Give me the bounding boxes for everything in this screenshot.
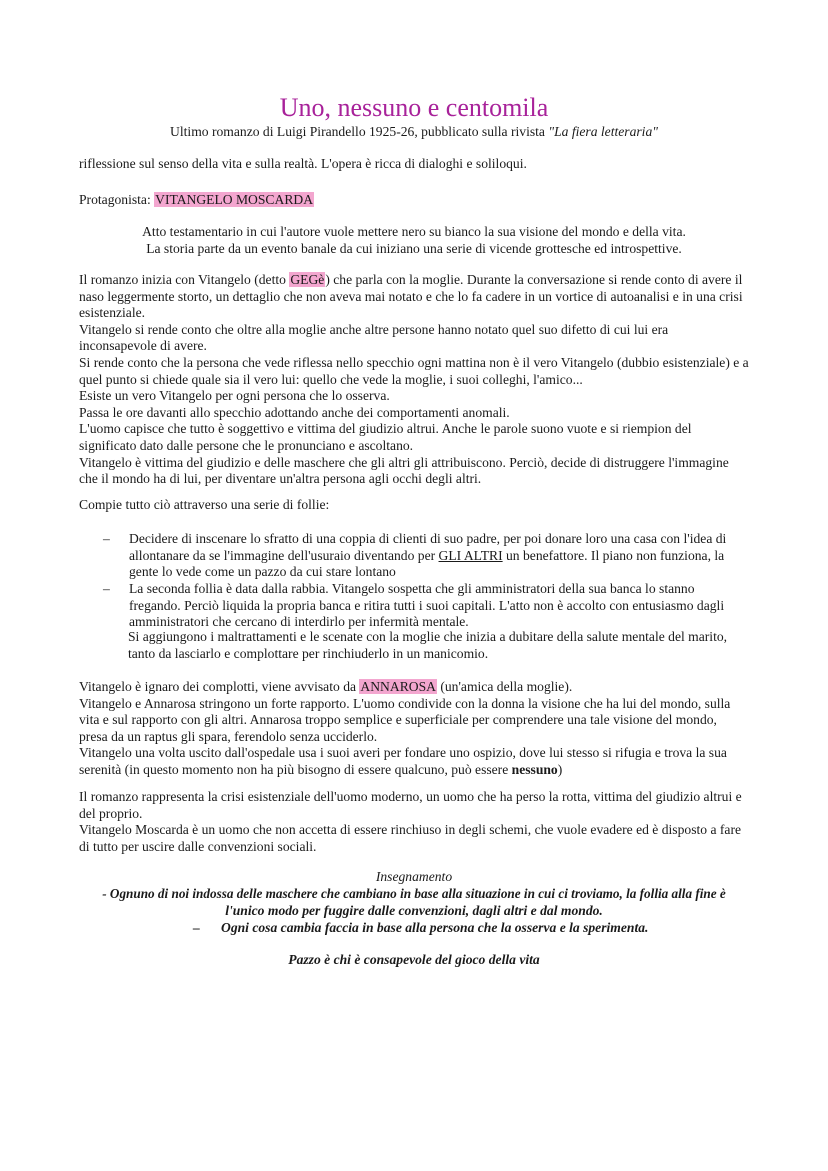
annarosa-p1-start: Vitangelo è ignaro dei complotti, viene avvisato da [79,679,360,694]
gli-altri-underlined: GLI ALTRI [438,547,503,563]
conclusion-paragraph-1: Il romanzo rappresenta la crisi esistenziale dell'uomo moderno, un uomo che ha perso la rotta, vittima del giudizio altrui e del proprio. [79,789,742,821]
dash-bullet: – [103,531,110,546]
subtitle [0,124,828,141]
annarosa-p3-start: Vitangelo una volta uscito dall'ospedale usa i suoi averi per fondare uno ospizio, dove lui stesso si rifugia e trova la sua serenità (in questo momento non ha più bisogno di essere qualcuno, può essere [79,745,727,777]
annarosa-paragraph-2: Vitangelo e Annarosa stringono un forte rapporto. L'uomo condivide con la donna la visione che ha lui del mondo, sulla vita e sul rapporto con gli altri. Annarosa troppo semplice e superficiale per comprendere una tale visione del mondo, presa da un raptus gli spara, ferendolo senza ucciderlo. [79,695,731,744]
annarosa-highlight: ANNAROSA [360,679,436,694]
annarosa-p3-end: ) [557,761,563,777]
annarosa-paragraph-3 [79,745,749,778]
magazine-name: "La fiera letteraria" [548,124,658,139]
nickname-highlight: GEGè [290,272,325,287]
plot-paragraph-5: Passa le ore davanti allo specchio adottando anche dei comportamenti anomali. [79,404,510,420]
protagonist-label: Protagonista: [79,192,155,207]
protagonist-name: VITANGELO MOSCARDA [155,192,314,207]
plot-p1-end: ) che parla con la moglie. Durante la conversazione si rende conto di avere il naso leggermente storto, un dettaglio che non aveva mai notato e che lo fa cadere in un vortice di autoanalisi e in una crisi esistenziale. [79,272,743,321]
follia-2: La seconda follia è data dalla rabbia. Vitangelo sospetta che gli amministratori della sua banca lo stanno fregando. Perciò liquida la propria banca e ritira tutti i suoi capitali. L'atto non è accolto con entusiasmo dagli amministratori che cercano di interdirlo per infermità mentale. [129,581,725,630]
follia-continuation-1: Si aggiungono i maltrattamenti e le scenate con la moglie che inizia a dubitare della salute mentale del marito, [128,629,728,644]
plot-paragraph-4: Esiste un vero Vitangelo per ogni persona che lo osserva. [79,388,390,404]
annarosa-p1-end: (un'amica della moglie). [436,679,573,694]
teaching-line-2: l'unico modo per fuggire dalle convenzioni, dagli altri e dal mondo. [225,903,603,918]
subtitle-text: Ultimo romanzo di Luigi Pirandello 1925-26, pubblicato sulla rivista [170,124,549,139]
conclusion-paragraph-2: Vitangelo Moscarda è un uomo che non accetta di essere rinchiuso in degli schemi, che vuole evadere ed è disposto a fare di tutto per uscire dalle convenzioni sociali. [79,822,742,854]
conclusion-section [79,789,749,855]
plot-paragraph-2: Vitangelo si rende conto che oltre alla moglie anche altre persone hanno notato quel suo difetto di cui lui era inconsapevole di avere. [79,321,669,354]
annarosa-paragraph-1 [79,679,749,696]
plot-paragraph-6: L'uomo capisce che tutto è soggettivo e vittima del giudizio altrui. Anche le parole suono vuote e si riempion del significato dato dalle persone che le pronunciano e ascoltano. [79,421,692,453]
follia-1 [129,531,749,581]
plot-paragraph-1 [79,272,749,322]
dash-bullet: – [193,920,200,935]
teaching-line-1: - Ognuno di noi indossa delle maschere che cambiano in base alla situazione in cui ci troviamo, la follia alla fine è [102,886,726,901]
teaching-line-3 [193,920,753,937]
follie-intro: Compie tutto ciò attraverso una serie di follie: [79,497,330,512]
nessuno-bold: nessuno [511,761,558,777]
protagonist-line [79,192,749,209]
teaching-line-3-text: Ogni cosa cambia faccia in base alla persona che la osserva e la sperimenta. [221,920,649,935]
page-title: Uno, nessuno e centomila [279,93,549,122]
plot-paragraph-7: Vitangelo è vittima del giudizio e delle maschere che gli altri gli attribuiscono. Perciò, decide di distruggere l'immagine che il mondo ha di lui, per diventare un'altra persona agli occhi degli altri. [79,454,729,487]
follia-1-end: un benefattore. Il piano non funziona, la gente lo vede come un pazzo da cui stare lontano [129,547,725,580]
list-item [103,581,749,631]
testament-line-2: La storia parte da un evento banale da cui iniziano una serie di vicende grottesche ed introspettive. [146,241,682,256]
teaching-closing: Pazzo è chi è consapevole del gioco della vita [288,952,540,967]
intro-line: riflessione sul senso della vita e sulla realtà. L'opera è ricca di dialoghi e soliloqui. [79,156,527,171]
teaching-heading: Insegnamento [375,869,453,884]
plot-paragraph-3: Si rende conto che la persona che vede riflessa nello specchio ogni mattina non è il vero Vitangelo (dubbio esistenziale) e a quel punto si chiede quale sia il vero lui: quello che vede la moglie, i suoi colleghi, l'amico... [79,354,749,387]
annarosa-section [79,679,749,779]
plot-section [79,272,749,488]
plot-p1-start: Il romanzo inizia con Vitangelo (detto [79,272,290,287]
list-item [103,531,749,581]
testament-line-1: Atto testamentario in cui l'autore vuole mettere nero su bianco la sua visione del mondo e della vita. [142,224,686,239]
dash-bullet: – [103,581,110,596]
follia-1-start: Decidere di inscenare lo sfratto di una coppia di clienti di suo padre, per poi donare loro una casa con l'idea di allontanare da se l'immagine dell'usuraio diventando per [129,531,727,563]
follia-continuation-2: tanto da lasciarlo e complottare per rinchiuderlo in un manicomio. [128,646,489,661]
